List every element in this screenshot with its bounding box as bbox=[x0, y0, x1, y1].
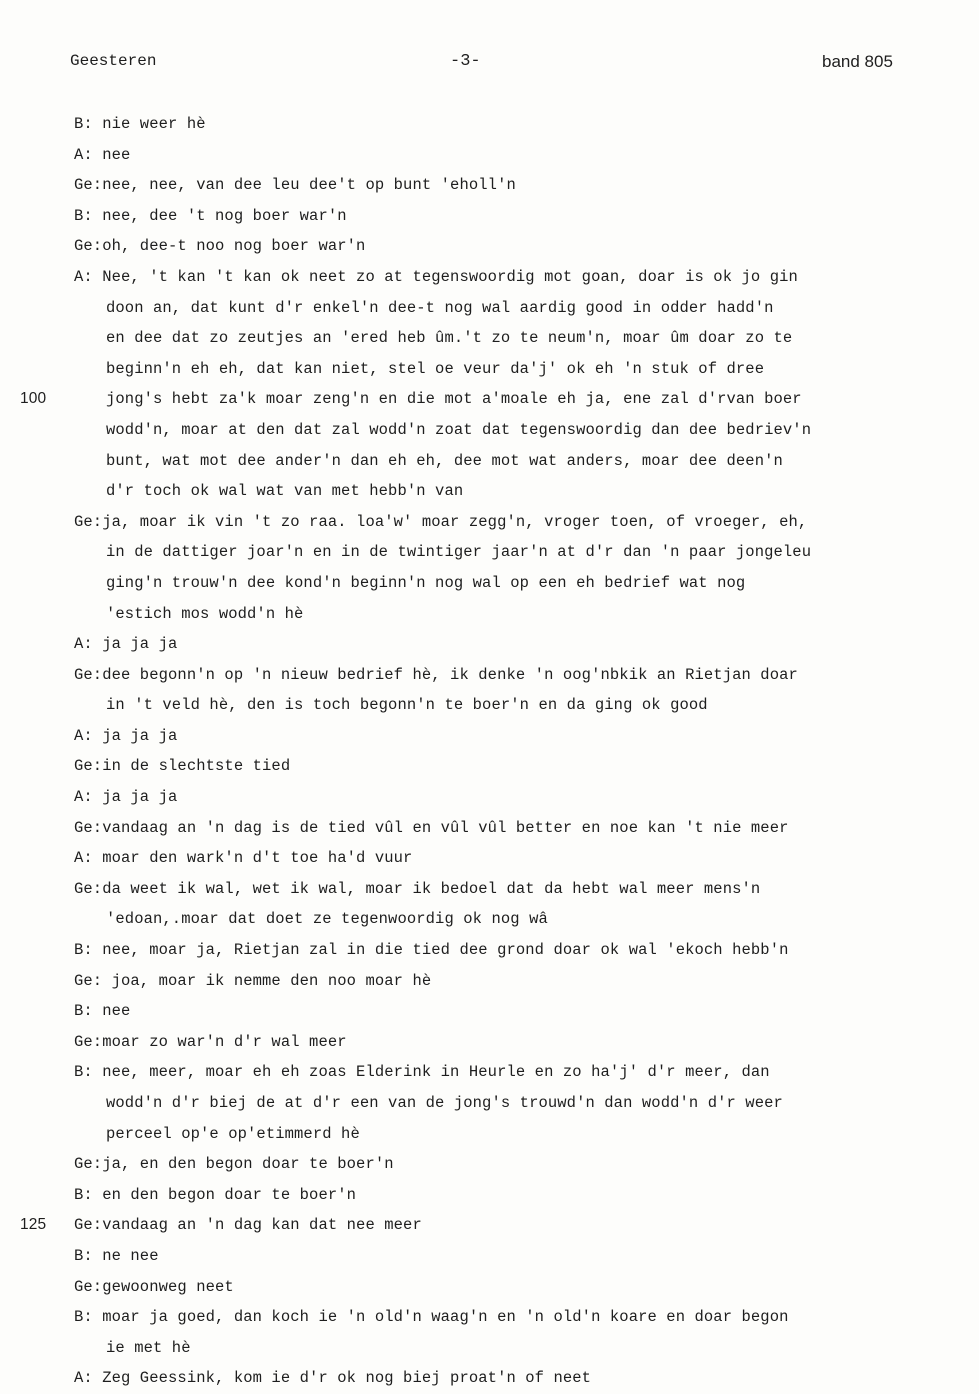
transcript-line bbox=[0, 1333, 979, 1364]
transcript-line bbox=[0, 843, 979, 874]
transcript-line bbox=[0, 1241, 979, 1272]
line-text: B: nee bbox=[74, 1002, 131, 1021]
transcript-line bbox=[0, 721, 979, 752]
line-text: in de dattiger joar'n en in de twintiger jaar'n at d'r dan 'n paar jongeleu bbox=[106, 543, 812, 562]
line-text: 'edoan,.moar dat doet ze tegenwoordig ok nog wâ bbox=[106, 910, 548, 929]
transcript-line bbox=[0, 170, 979, 201]
transcript-line bbox=[0, 874, 979, 905]
transcript-line bbox=[0, 415, 979, 446]
transcript-line bbox=[0, 966, 979, 997]
line-text: A: nee bbox=[74, 145, 131, 164]
transcript-line bbox=[0, 996, 979, 1027]
transcript-lines bbox=[0, 109, 979, 1394]
line-text: A: ja ja ja bbox=[74, 726, 178, 745]
line-text: B: nee, moar ja, Rietjan zal in die tied dee grond doar ok wal 'ekoch hebb'n bbox=[74, 941, 789, 960]
transcript-line bbox=[0, 690, 979, 721]
transcript-line bbox=[0, 782, 979, 813]
transcript-line bbox=[0, 568, 979, 599]
line-number: 125 bbox=[20, 1216, 47, 1234]
transcript-line bbox=[0, 935, 979, 966]
line-text: doon an, dat kunt d'r enkel'n dee-t nog wal aardig good in odder hadd'n bbox=[106, 298, 774, 317]
transcript-line bbox=[0, 293, 979, 324]
line-text: Ge: joa, moar ik nemme den noo moar hè bbox=[74, 971, 432, 990]
line-text: B: ne nee bbox=[74, 1246, 159, 1265]
transcript-line bbox=[0, 629, 979, 660]
line-text: perceel op'e op'etimmerd hè bbox=[106, 1124, 360, 1143]
line-text: B: nee, dee 't nog boer war'n bbox=[74, 206, 347, 225]
transcript-line bbox=[0, 1149, 979, 1180]
line-text: wodd'n d'r biej de at d'r een van de jong's trouwd'n dan wodd'n d'r weer bbox=[106, 1094, 783, 1112]
transcript-line bbox=[0, 813, 979, 844]
transcript-line bbox=[0, 384, 979, 415]
transcript-line bbox=[0, 476, 979, 507]
line-text: B: nee, meer, moar eh eh zoas Elderink in Heurle en zo ha'j' d'r meer, dan bbox=[74, 1063, 770, 1082]
transcript-line bbox=[0, 751, 979, 782]
transcript-line bbox=[0, 1088, 979, 1119]
line-text: wodd'n, moar at den dat zal wodd'n zoat dat tegenswoordig dan dee bedriev'n bbox=[106, 420, 812, 439]
line-text: beginn'n eh eh, dat kan niet, stel oe veur da'j' ok eh 'n stuk of dree bbox=[106, 359, 765, 378]
transcript-line bbox=[0, 1119, 979, 1150]
line-text: Ge:dee begonn'n op 'n nieuw bedrief hè, ik denke 'n oog'nbkik an Rietjan doar bbox=[74, 665, 798, 684]
header-band: band 805 bbox=[822, 52, 893, 71]
transcript-line bbox=[0, 537, 979, 568]
transcript-line bbox=[0, 109, 979, 140]
transcript-line bbox=[0, 262, 979, 293]
transcript-line bbox=[0, 1363, 979, 1394]
transcript-line bbox=[0, 231, 979, 262]
line-number: 100 bbox=[20, 390, 47, 408]
transcript-line bbox=[0, 1302, 979, 1333]
line-text: B: nie weer hè bbox=[74, 115, 206, 133]
transcript-line bbox=[0, 1057, 979, 1088]
transcript-line bbox=[0, 446, 979, 477]
transcript-line bbox=[0, 323, 979, 354]
line-text: A: ja ja ja bbox=[74, 788, 178, 807]
line-text: Ge:ja, moar ik vin 't zo raa. loa'w' moar zegg'n, vroger toen, of vroeger, eh, bbox=[74, 512, 808, 531]
line-text: Ge:vandaag an 'n dag kan dat nee meer bbox=[74, 1216, 422, 1235]
transcript-line bbox=[0, 1180, 979, 1211]
transcript-line bbox=[0, 201, 979, 232]
line-text: B: moar ja goed, dan koch ie 'n old'n waag'n en 'n old'n koare en doar begon bbox=[74, 1308, 789, 1327]
header-place: Geesteren bbox=[70, 52, 157, 70]
line-text: Ge:oh, dee-t noo nog boer war'n bbox=[74, 237, 366, 256]
line-text: bunt, wat mot dee ander'n dan eh eh, dee mot wat anders, moar dee deen'n bbox=[106, 451, 783, 470]
line-text: 'estich mos wodd'n hè bbox=[106, 604, 304, 623]
line-text: A: ja ja ja bbox=[74, 635, 178, 654]
line-text: Ge:in de slechtste tied bbox=[74, 757, 291, 776]
transcript-line bbox=[0, 904, 979, 935]
line-text: jong's hebt za'k moar zeng'n en die mot a'moale eh ja, ene zal d'rvan boer bbox=[106, 390, 802, 409]
transcript-line bbox=[0, 1027, 979, 1058]
transcript-line bbox=[0, 1272, 979, 1303]
transcript-line bbox=[0, 354, 979, 385]
line-text: d'r toch ok wal wat van met hebb'n van bbox=[106, 482, 464, 501]
line-text: in 't veld hè, den is toch begonn'n te boer'n en da ging ok good bbox=[106, 696, 708, 715]
line-text: en dee dat zo zeutjes an 'ered heb ûm.'t zo te neum'n, moar ûm doar zo te bbox=[106, 329, 793, 348]
transcript-line bbox=[0, 1210, 979, 1241]
line-text: ie met hè bbox=[106, 1338, 191, 1357]
transcript-line bbox=[0, 507, 979, 538]
header-page-number: -3- bbox=[450, 52, 481, 71]
line-text: Ge:gewoonweg neet bbox=[74, 1277, 234, 1296]
transcript-line bbox=[0, 599, 979, 630]
line-text: B: en den begon doar te boer'n bbox=[74, 1185, 357, 1204]
transcript-line bbox=[0, 660, 979, 691]
line-text: ging'n trouw'n dee kond'n beginn'n nog wal op een eh bedrief wat nog bbox=[106, 573, 746, 592]
line-text: A: Zeg Geessink, kom ie d'r ok nog biej proat'n of neet bbox=[74, 1369, 592, 1388]
line-text: Ge:vandaag an 'n dag is de tied vûl en vûl vûl better en noe kan 't nie meer bbox=[74, 818, 789, 837]
transcript-line bbox=[0, 140, 979, 171]
line-text: A: moar den wark'n d't toe ha'd vuur bbox=[74, 849, 413, 868]
line-text: Ge:ja, en den begon doar te boer'n bbox=[74, 1155, 394, 1174]
line-text: Ge:nee, nee, van dee leu dee't op bunt 'eholl'n bbox=[74, 176, 516, 195]
line-text: Ge:da weet ik wal, wet ik wal, moar ik bedoel dat da hebt wal meer mens'n bbox=[74, 879, 761, 898]
line-text: A: Nee, 't kan 't kan ok neet zo at tegenswoordig mot goan, doar is ok jo gin bbox=[74, 267, 798, 286]
line-text: Ge:moar zo war'n d'r wal meer bbox=[74, 1032, 347, 1051]
